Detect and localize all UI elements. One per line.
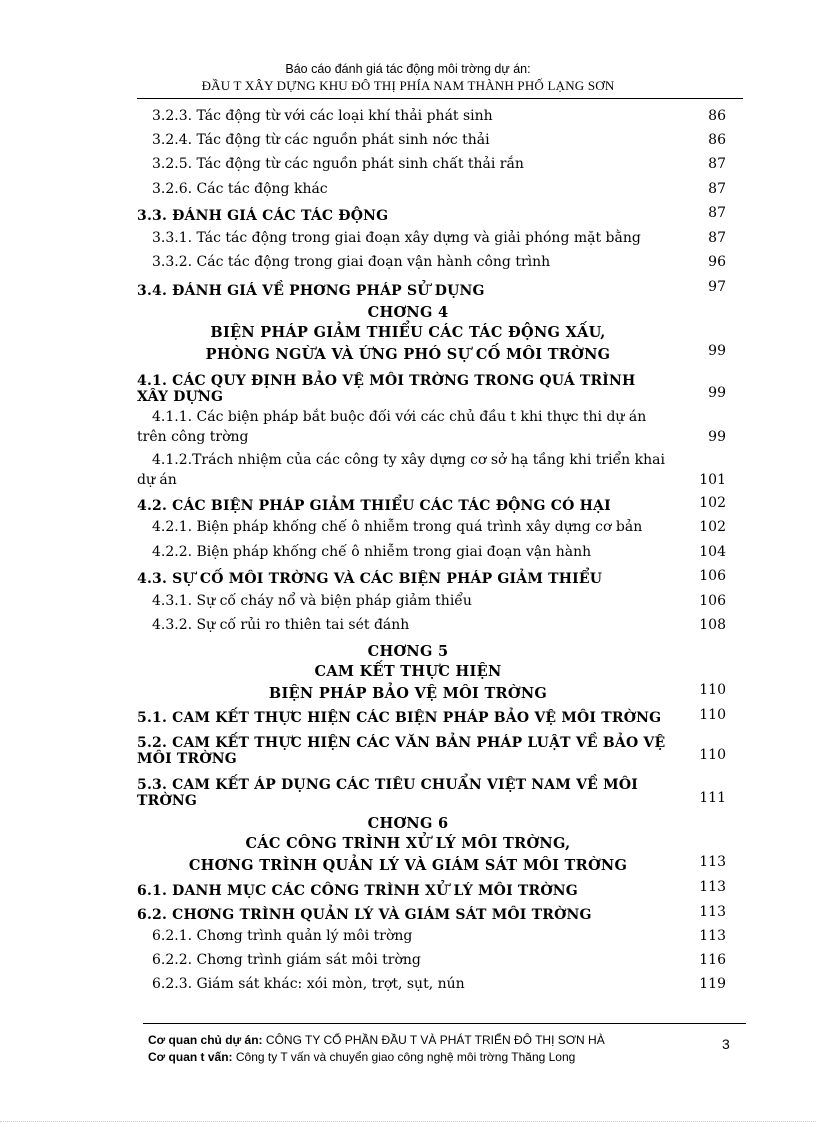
report-header-line2: ĐẦU T XÂY DỰNG KHU ĐÔ THỊ PHÍA NAM THÀNH PHỐ LẠNG SƠN bbox=[201, 78, 615, 93]
chapter-6-label: CHƠNG 6 bbox=[367, 815, 449, 832]
toc-page: 116 bbox=[699, 952, 726, 968]
toc-page: 110 bbox=[699, 707, 726, 723]
page-number: 3 bbox=[722, 1036, 730, 1052]
chapter-5-title-line2: BIỆN PHÁP BẢO VỆ MÔI TRỜNG bbox=[268, 685, 548, 702]
toc-entry: 4.3.1. Sự cố cháy nổ và biện pháp giảm thiểu bbox=[152, 593, 472, 609]
toc-section-heading: 5.3. CAM KẾT ÁP DỤNG CÁC TIÊU CHUẨN VIỆT NAM VỀ MÔI bbox=[137, 777, 638, 793]
toc-page: 86 bbox=[708, 132, 726, 148]
toc-entry: 4.1.1. Các biện pháp bắt buộc đối với các chủ đầu t khi thực thi dự án bbox=[152, 409, 647, 425]
toc-entry: 3.2.6. Các tác động khác bbox=[152, 181, 328, 197]
toc-entry: 6.2.1. Chơng trình quản lý môi trờng bbox=[152, 928, 413, 944]
footer-owner-label: Cơ quan chủ dự án: bbox=[148, 1033, 263, 1047]
toc-page: 101 bbox=[699, 472, 726, 488]
toc-section-heading: 6.1. DANH MỤC CÁC CÔNG TRÌNH XỬ LÝ MÔI TRỜNG bbox=[137, 883, 578, 899]
toc-page: 87 bbox=[708, 156, 726, 172]
toc-page: 110 bbox=[699, 747, 726, 763]
toc-page: 99 bbox=[708, 343, 726, 359]
toc-entry: 4.2.1. Biện pháp khống chế ô nhiễm trong quá trình xây dựng cơ bản bbox=[152, 519, 643, 535]
toc-page: 86 bbox=[708, 108, 726, 124]
toc-page: 113 bbox=[699, 904, 726, 920]
toc-page: 97 bbox=[708, 279, 726, 295]
chapter-6-title-line1: CÁC CÔNG TRÌNH XỬ LÝ MÔI TRỜNG, bbox=[245, 835, 571, 852]
toc-page: 96 bbox=[708, 254, 726, 270]
toc-section-heading: 6.2. CHƠNG TRÌNH QUẢN LÝ VÀ GIÁM SÁT MÔI TRỜNG bbox=[137, 907, 592, 923]
toc-page: 87 bbox=[708, 181, 726, 197]
toc-entry-cont: dự án bbox=[137, 472, 177, 488]
toc-entry-cont: trên công trờng bbox=[137, 429, 249, 445]
toc-entry: 6.2.2. Chơng trình giám sát môi trờng bbox=[152, 952, 421, 968]
toc-entry: 3.2.4. Tác động từ các nguồn phát sinh nớc thải bbox=[152, 132, 490, 148]
toc-entry: 4.1.2.Trách nhiệm của các công ty xây dựng cơ sở hạ tầng khi triển khai bbox=[152, 452, 665, 468]
toc-page: 102 bbox=[699, 519, 726, 535]
footer-consultant-line bbox=[148, 1050, 575, 1064]
report-header-line1: Báo cáo đánh giá tác động môi trờng dự án: bbox=[285, 62, 531, 76]
toc-section-heading: 3.3. ĐÁNH GIÁ CÁC TÁC ĐỘNG bbox=[137, 208, 389, 224]
toc-section-heading: 4.2. CÁC BIỆN PHÁP GIẢM THIỂU CÁC TÁC ĐỘNG CÓ HẠI bbox=[137, 498, 611, 514]
toc-page: 102 bbox=[699, 495, 726, 511]
toc-page: 87 bbox=[708, 230, 726, 246]
toc-page: 110 bbox=[699, 682, 726, 698]
toc-entry: 4.3.2. Sự cố rủi ro thiên tai sét đánh bbox=[152, 617, 410, 633]
chapter-5-label: CHƠNG 5 bbox=[367, 643, 449, 660]
footer-divider bbox=[143, 1023, 746, 1024]
toc-section-heading: 3.4. ĐÁNH GIÁ VỀ PHƠNG PHÁP SỬ DỤNG bbox=[137, 283, 485, 299]
toc-page: 99 bbox=[708, 429, 726, 445]
toc-page: 99 bbox=[708, 385, 726, 401]
toc-entry: 6.2.3. Giám sát khác: xói mòn, trợt, sụt, nún bbox=[152, 976, 465, 992]
toc-entry: 3.3.1. Tác tác động trong giai đoạn xây dựng và giải phóng mặt bằng bbox=[152, 230, 641, 246]
toc-page: 104 bbox=[699, 544, 726, 560]
toc-section-heading-cont: MÔI TRỜNG bbox=[137, 751, 237, 767]
toc-page: 113 bbox=[699, 879, 726, 895]
toc-page: 113 bbox=[699, 928, 726, 944]
chapter-4-label: CHƠNG 4 bbox=[367, 304, 449, 321]
toc-section-heading-cont: XÂY DỰNG bbox=[137, 389, 224, 405]
toc-section-heading: 5.1. CAM KẾT THỰC HIỆN CÁC BIỆN PHÁP BẢO VỆ MÔI TRỜNG bbox=[137, 710, 662, 726]
toc-page: 87 bbox=[708, 205, 726, 221]
footer-owner-line bbox=[148, 1033, 605, 1047]
toc-section-heading: 5.2. CAM KẾT THỰC HIỆN CÁC VĂN BẢN PHÁP LUẬT VỀ BẢO VỆ bbox=[137, 735, 666, 751]
toc-entry: 3.2.3. Tác động từ với các loại khí thải phát sinh bbox=[152, 108, 493, 124]
toc-page: 106 bbox=[699, 593, 726, 609]
chapter-4-title-line2: PHÒNG NGỪA VÀ ỨNG PHÓ SỰ CỐ MÔI TRỜNG bbox=[205, 346, 611, 363]
toc-entry: 3.2.5. Tác động từ các nguồn phát sinh chất thải rắn bbox=[152, 156, 524, 172]
toc-entry: 3.3.2. Các tác động trong giai đoạn vận hành công trình bbox=[152, 254, 551, 270]
chapter-4-title-line1: BIỆN PHÁP GIẢM THIỂU CÁC TÁC ĐỘNG XẤU, bbox=[210, 324, 606, 341]
toc-page: 119 bbox=[699, 976, 726, 992]
page-bottom-edge bbox=[0, 1121, 816, 1122]
toc-section-heading: 4.1. CÁC QUY ĐỊNH BẢO VỆ MÔI TRỜNG TRONG QUÁ TRÌNH bbox=[137, 373, 636, 389]
toc-entry: 4.2.2. Biện pháp khống chế ô nhiễm trong giai đoạn vận hành bbox=[152, 544, 592, 560]
footer-consultant-value: Công ty T vấn và chuyển giao công nghệ môi trờng Thăng Long bbox=[235, 1050, 576, 1064]
toc-page: 113 bbox=[699, 854, 726, 870]
chapter-5-title-line1: CAM KẾT THỰC HIỆN bbox=[314, 663, 502, 680]
toc-page: 106 bbox=[699, 568, 726, 584]
footer-owner-value: CÔNG TY CỔ PHẦN ĐẦU T VÀ PHÁT TRIỂN ĐÔ THỊ SƠN HÀ bbox=[265, 1033, 605, 1047]
footer-consultant-label: Cơ quan t vấn: bbox=[148, 1050, 233, 1064]
chapter-6-title-line2: CHƠNG TRÌNH QUẢN LÝ VÀ GIÁM SÁT MÔI TRỜNG bbox=[188, 857, 628, 874]
toc-page: 108 bbox=[699, 617, 726, 633]
toc-page: 111 bbox=[699, 790, 726, 806]
toc-section-heading-cont: TRỜNG bbox=[137, 793, 198, 809]
toc-section-heading: 4.3. SỰ CỐ MÔI TRỜNG VÀ CÁC BIỆN PHÁP GIẢM THIỂU bbox=[137, 571, 603, 587]
